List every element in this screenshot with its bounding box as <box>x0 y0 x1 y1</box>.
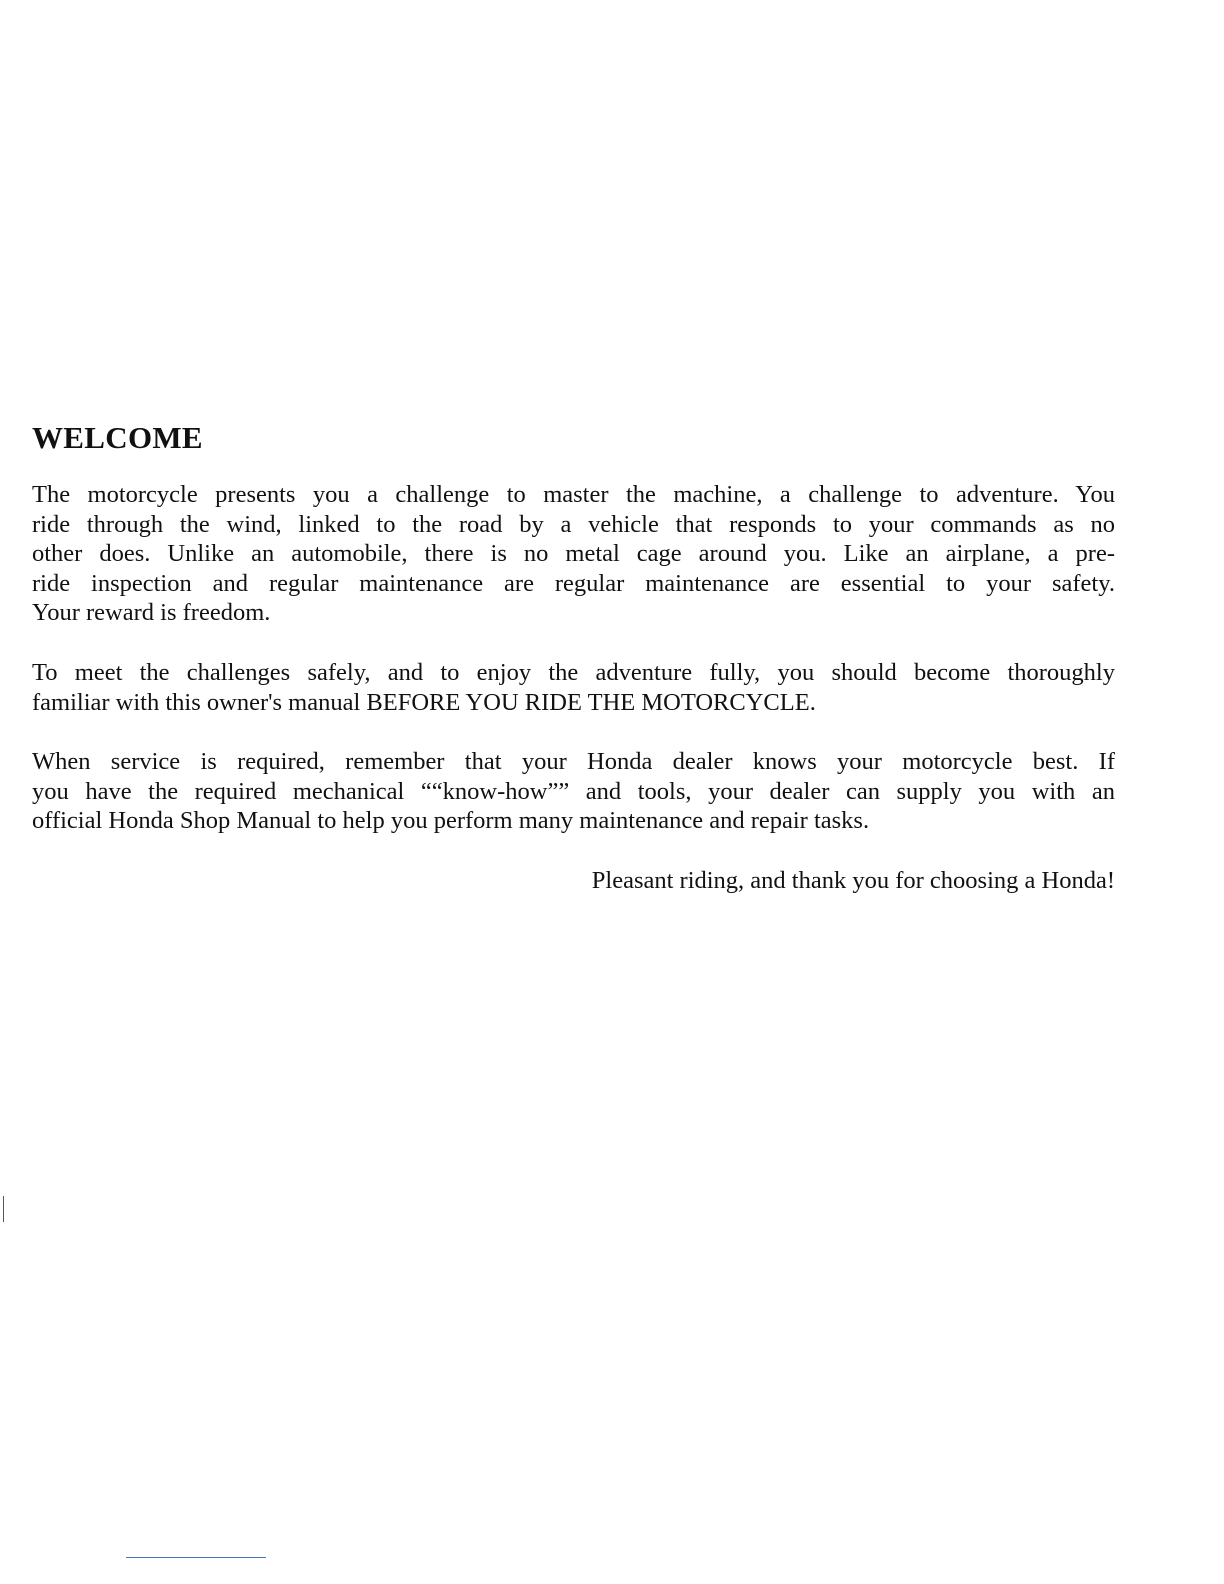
paragraph-service <box>32 747 1115 836</box>
footer-rule <box>126 1557 266 1558</box>
paragraph-line: To meet the challenges safely, and to enjoy the adventure fully, you should become thoroughly <box>32 658 1115 686</box>
paragraph-intro <box>32 480 1115 628</box>
paragraph-line: The motorcycle presents you a challenge to master the machine, a challenge to adventure. You <box>32 481 1115 508</box>
paragraph-challenges <box>32 658 1115 717</box>
paragraph-line: ride through the wind, linked to the road by a vehicle that responds to your commands as no <box>32 510 1115 538</box>
paragraph-line: familiar with this owner's manual BEFORE YOU RIDE THE MOTORCYCLE. <box>32 688 816 716</box>
paragraph-line: other does. Unlike an automobile, there is no metal cage around you. Like an airplane, a pre- <box>32 540 1115 568</box>
paragraph-line: When service is required, remember that your Honda dealer knows your motorcycle best. If <box>32 748 1115 776</box>
body-text <box>32 480 1115 896</box>
page-heading: WELCOME <box>32 420 203 455</box>
paragraph-line: you have the required mechanical ““know-how”” and tools, your dealer can supply you with an <box>32 777 1115 805</box>
closing-line: Pleasant riding, and thank you for choosing a Honda! <box>591 866 1115 894</box>
scan-edge-mark <box>3 1196 4 1222</box>
paragraph-line: ride inspection and regular maintenance are regular maintenance are essential to your safety. <box>32 569 1115 597</box>
paragraph-line: Your reward is freedom. <box>32 599 271 627</box>
paragraph-line: official Honda Shop Manual to help you perform many maintenance and repair tasks. <box>32 807 870 835</box>
